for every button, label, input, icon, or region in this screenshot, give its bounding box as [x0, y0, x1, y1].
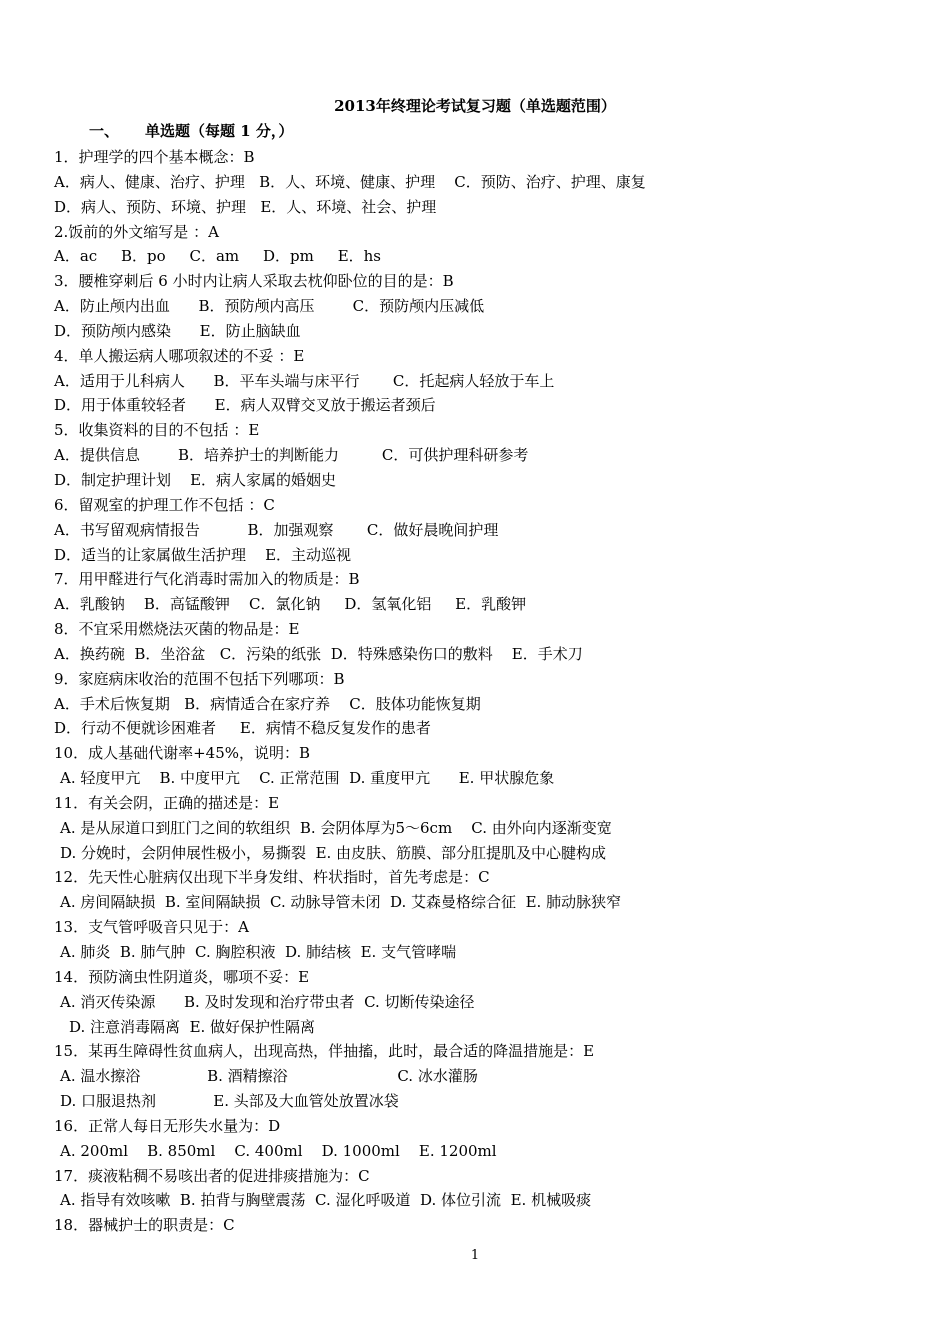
option-line: A．换药碗 B．坐浴盆 C．污染的纸张 D．特殊感染伤口的敷料 E．手术刀	[54, 644, 583, 663]
question-line: 6．留观室的护理工作不包括 ：C	[54, 495, 275, 514]
document-title: 2013年终理论考试复习题（单选题范围）	[334, 97, 616, 115]
option-line: A. 200ml B. 850ml C. 400ml D. 1000ml E. 1200ml	[60, 1141, 497, 1160]
section-label: 单选题（每题 1 分，）	[145, 122, 294, 140]
option-line: A．病人、健康、治疗、护理 B．人、环境、健康、护理 C．预防、治疗、护理、康复	[54, 172, 646, 191]
question-line: 14．预防滴虫性阴道炎，哪项不妥：E	[54, 967, 310, 986]
option-line: D. 注意消毒隔离 E. 做好保护性隔离	[69, 1017, 316, 1036]
question-line: 1．护理学的四个基本概念：B	[54, 148, 255, 166]
option-line: D．适当的让家属做生活护理 E．主动巡视	[54, 545, 352, 564]
option-line: A. 温水擦浴 B. 酒精擦浴 C. 冰水灌肠	[60, 1067, 478, 1086]
page-number: 1	[470, 1248, 480, 1263]
option-line: A. 房间隔缺损 B. 室间隔缺损 C. 动脉导管未闭 D. 艾森曼格综合征 E. 肺动脉狭窄	[60, 893, 622, 912]
option-line: A．ac B．po C．am D．pm E．hs	[54, 247, 381, 266]
option-line: A．提供信息 B．培养护士的判断能力 C．可供护理科研参考	[54, 446, 529, 465]
question-line: 4．单人搬运病人哪项叙述的不妥 ：E	[54, 346, 305, 365]
option-line: A. 是从尿道口到肛门之间的软组织 B. 会阴体厚为5～6cm C. 由外向内逐渐变宽	[60, 818, 612, 837]
question-line: 9．家庭病床收治的范围不包括下列哪项：B	[54, 669, 345, 688]
question-line: 17．痰液粘稠不易咳出者的促进排痰措施为：C	[54, 1166, 370, 1185]
option-line: A. 指导有效咳嗽 B. 拍背与胸壁震荡 C. 湿化呼吸道 D. 体位引流 E. 机械吸痰	[60, 1191, 592, 1210]
option-line: D. 口服退热剂 E. 头部及大血管处放置冰袋	[60, 1092, 399, 1111]
question-line: 15．某再生障碍性贫血病人，出现高热，伴抽搐，此时，最合适的降温措施是：E	[54, 1042, 595, 1061]
option-line: D. 分娩时，会阴伸展性极小，易撕裂 E. 由皮肤、筋膜、部分肛提肌及中心腱构成	[60, 843, 607, 862]
option-line: D．制定护理计划 E．病人家属的婚姻史	[54, 470, 337, 489]
section-number: 一、	[89, 122, 120, 140]
question-line: 13．支气管呼吸音只见于：A	[54, 918, 249, 937]
section-heading	[89, 120, 293, 142]
question-line: 2.饭前的外文缩写是 ：A	[54, 222, 219, 241]
option-line: D．预防颅内感染 E．防止脑缺血	[54, 321, 301, 340]
question-list	[54, 145, 914, 1238]
option-line: A．书写留观病情报告 B．加强观察 C．做好晨晚间护理	[54, 520, 499, 539]
question-line: 8．不宜采用燃烧法灭菌的物品是：E	[54, 620, 300, 639]
option-line: A. 肺炎 B. 肺气肿 C. 胸腔积液 D. 肺结核 E. 支气管哮喘	[60, 943, 457, 961]
question-line: 10．成人基础代谢率+45%，说明：B	[54, 744, 311, 763]
question-line: 5．收集资料的目的不包括 ：E	[54, 421, 260, 440]
question-line: 3．腰椎穿刺后 6 小时内让病人采取去枕仰卧位的目的是：B	[54, 272, 454, 291]
question-line: 16．正常人每日无形失水量为：D	[54, 1116, 281, 1135]
option-line: D．用于体重较轻者 E．病人双臂交叉放于搬运者颈后	[54, 396, 436, 415]
option-line: A．防止颅内出血 B．预防颅内高压 C．预防颅内压减低	[54, 297, 485, 316]
option-line: A．适用于儿科病人 B．平车头端与床平行 C．托起病人轻放于车上	[54, 371, 555, 390]
question-line: 12．先天性心脏病仅出现下半身发绀、杵状指时，首先考虑是：C	[54, 868, 490, 887]
question-line: 18．器械护士的职责是：C	[54, 1216, 235, 1235]
question-line: 11．有关会阴，正确的描述是：E	[54, 793, 280, 812]
option-line: A. 消灭传染源 B. 及时发现和治疗带虫者 C. 切断传染途径	[60, 992, 475, 1011]
option-line: A．乳酸钠 B．高锰酸钾 C．氯化钠 D．氢氧化铝 E．乳酸钾	[54, 595, 527, 614]
option-line: D．病人、预防、环境、护理 E．人、环境、社会、护理	[54, 197, 437, 216]
option-line: D．行动不便就诊困难者 E．病情不稳反复发作的患者	[54, 719, 431, 738]
option-line: A．手术后恢复期 B．病情适合在家疗养 C．肢体功能恢复期	[54, 694, 481, 713]
option-line: A. 轻度甲亢 B. 中度甲亢 C. 正常范围 D. 重度甲亢 E. 甲状腺危象	[60, 769, 555, 788]
question-line: 7．用甲醛进行气化消毒时需加入的物质是：B	[54, 570, 360, 589]
